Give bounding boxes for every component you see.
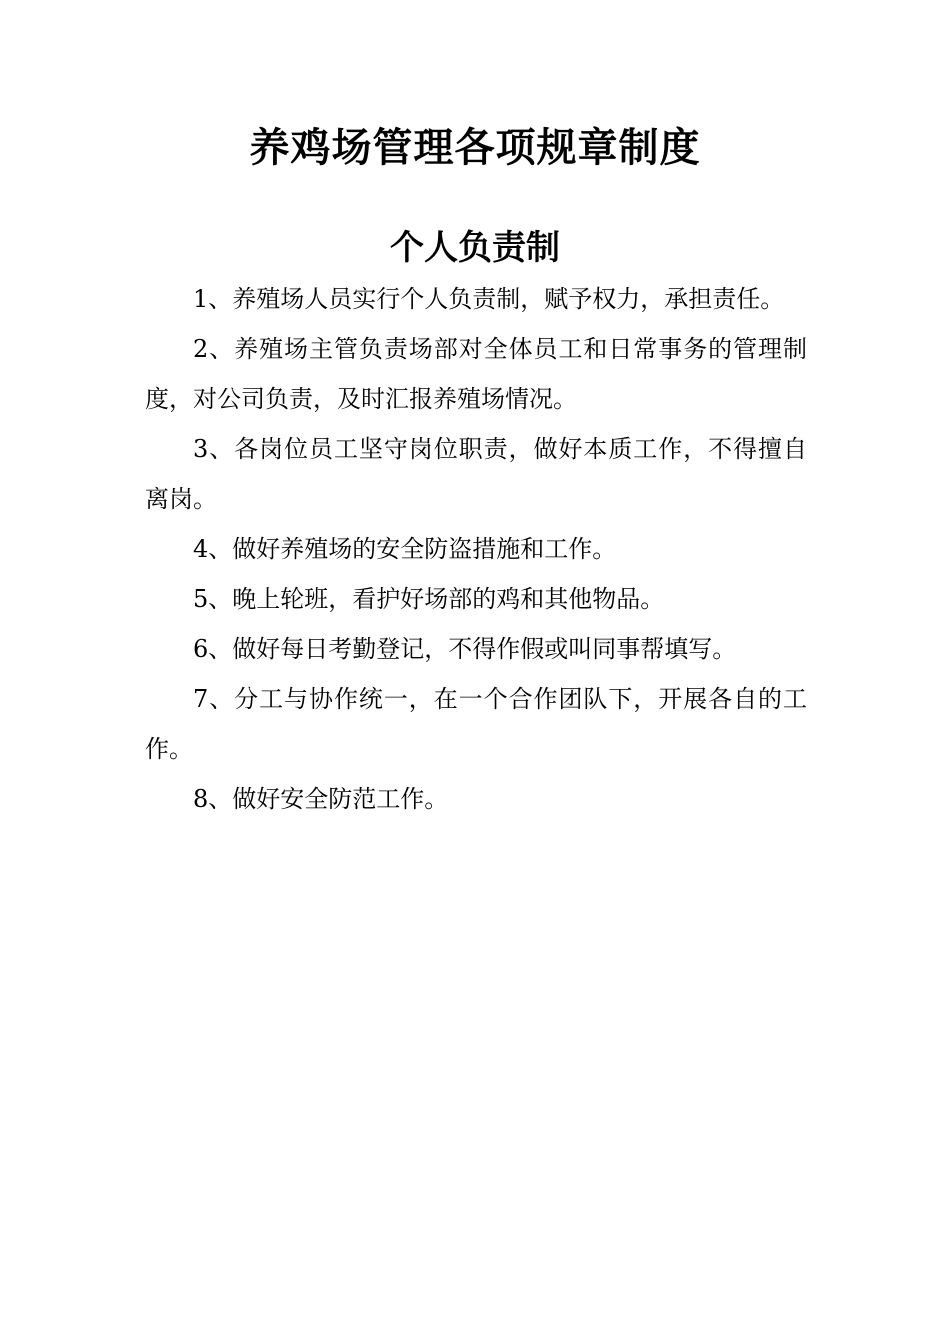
rule-paragraph-2: 2、养殖场主管负责场部对全体员工和日常事务的管理制度，对公司负责，及时汇报养殖场情况。 [145,335,807,413]
rule-paragraph-3: 3、各岗位员工坚守岗位职责，做好本质工作，不得擅自离岗。 [145,435,807,513]
rule-paragraph-7: 7、分工与协作统一，在一个合作团队下，开展各自的工作。 [145,685,807,763]
rule-paragraph-5: 5、晚上轮班，看护好场部的鸡和其他物品。 [193,585,665,613]
rule-paragraph-1: 1、养殖场人员实行个人负责制，赋予权力，承担责任。 [193,285,785,313]
rule-paragraph-8: 8、做好安全防范工作。 [193,785,449,813]
document-body [145,274,807,824]
section-title: 个人负责制 [390,228,560,268]
rule-paragraph-6: 6、做好每日考勤登记，不得作假或叫同事帮填写。 [193,635,737,663]
document-title: 养鸡场管理各项规章制度 [249,124,701,171]
rule-paragraph-4: 4、做好养殖场的安全防盗措施和工作。 [193,535,617,563]
